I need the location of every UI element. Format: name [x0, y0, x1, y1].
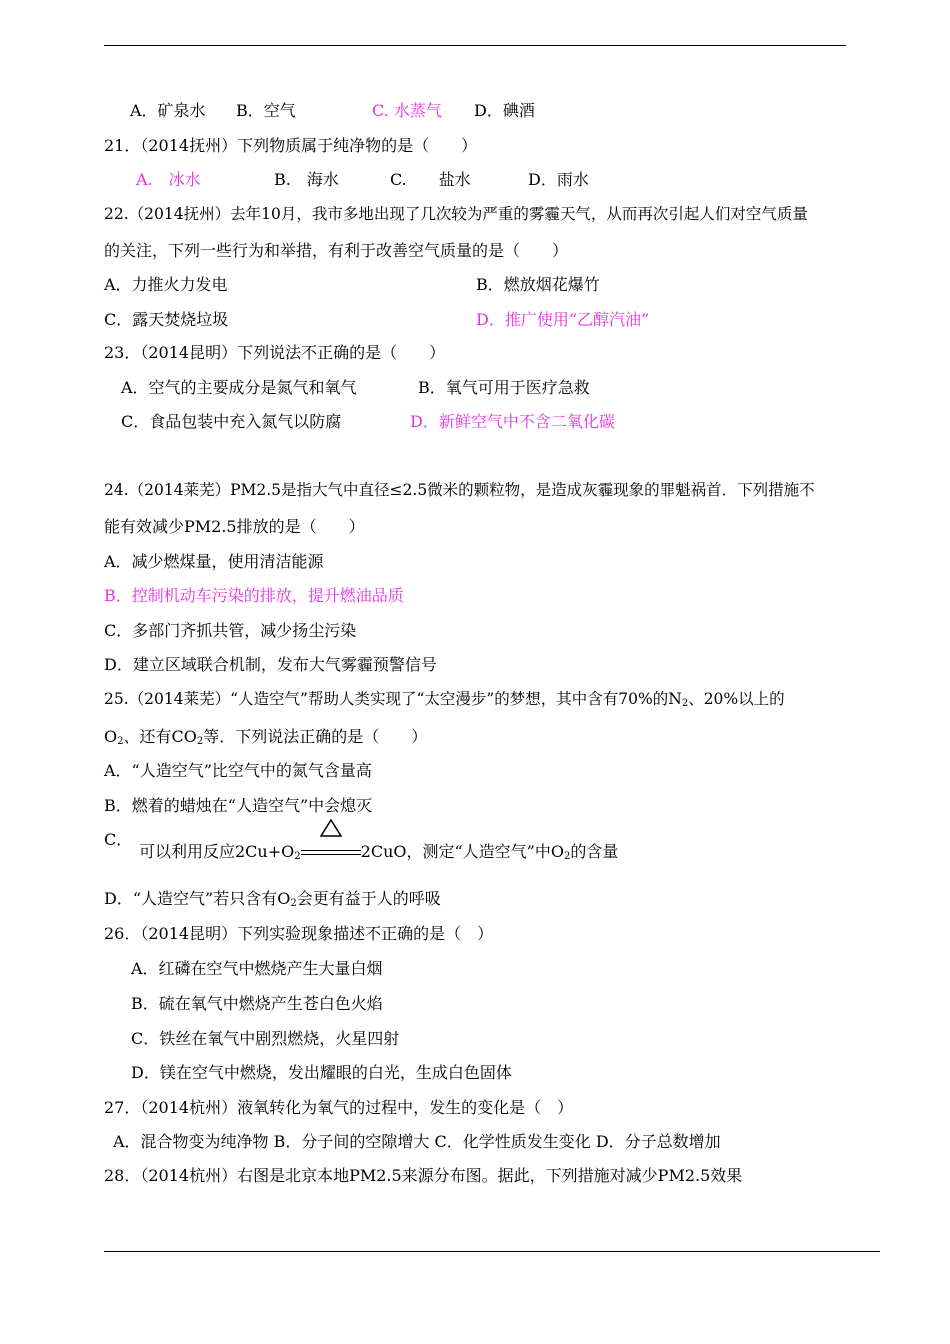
- footer-rule: [104, 1251, 880, 1252]
- q23-option-c: C．食品包装中充入氮气以防腐: [121, 412, 342, 431]
- q24-option-c: C．多部门齐抓共管，减少扬尘污染: [104, 621, 357, 640]
- q22-option-c: C．露天焚烧垃圾: [104, 310, 229, 329]
- q25-option-d: D．“人造空气”若只含有$O_2$会更有益于人的呼吸: [104, 889, 441, 909]
- q25-option-c-label: C．: [104, 830, 133, 849]
- q24-stem-line1: 24.（2014莱芜）PM2.5是指大气中直径≤2.5微米的颗粒物，是造成灰霾现象的罪魁祸首．下列措施不: [104, 481, 815, 499]
- q23-option-d-answer: D．新鲜空气中不含二氧化碳: [410, 412, 615, 431]
- q24-option-b-answer: B．控制机动车污染的排放，提升燃油品质: [104, 586, 404, 605]
- heat-triangle-icon: [320, 819, 342, 837]
- q21-option-d: D．雨水: [528, 170, 589, 189]
- q27-options: A．混合物变为纯净物 B．分子间的空隙增大 C．化学性质发生变化 D．分子总数增加: [113, 1132, 721, 1151]
- q22-option-a: A．力推火力发电: [104, 275, 228, 294]
- q28-stem: 28．（2014杭州）右图是北京本地PM2.5来源分布图。据此，下列措施对减少PM2.5效果: [104, 1166, 743, 1185]
- q26-option-a: A．红磷在空气中燃烧产生大量白烟: [131, 959, 383, 978]
- q24-option-a: A．减少燃煤量，使用清洁能源: [104, 552, 324, 571]
- q26-stem: 26．（2014昆明）下列实验现象描述不正确的是（ ）: [104, 924, 494, 943]
- q21-option-c: C. 盐水: [390, 170, 471, 189]
- q22-option-d-answer: D．推广使用“乙醇汽油”: [476, 310, 650, 329]
- q25-stem-line2: $O_2$、还有$CO_2$等．下列说法正确的是（ ）: [104, 727, 428, 747]
- q22-option-b: B．燃放烟花爆竹: [476, 275, 600, 294]
- q21-option-b: B. 海水: [274, 170, 339, 189]
- q21-stem: 21．（2014抚州）下列物质属于纯净物的是（ ）: [104, 136, 478, 155]
- q26-option-c: C．铁丝在氧气中剧烈燃烧，火星四射: [131, 1029, 400, 1048]
- q23-option-a: A．空气的主要成分是氮气和氧气: [121, 378, 357, 397]
- q25-option-b: B．燃着的蜡烛在“人造空气”中会熄灭: [104, 796, 373, 815]
- q20-option-c-answer: C. 水蒸气: [372, 101, 442, 120]
- q24-option-d: D．建立区域联合机制，发布大气雾霾预警信号: [104, 655, 437, 674]
- q27-stem: 27．（2014杭州）液氧转化为氧气的过程中，发生的变化是（ ）: [104, 1098, 574, 1117]
- q26-option-b: B．硫在氧气中燃烧产生苍白色火焰: [131, 994, 383, 1013]
- reaction-heat-equals-sign: [301, 843, 361, 863]
- q26-option-d: D．镁在空气中燃烧，发出耀眼的白光，生成白色固体: [131, 1063, 512, 1082]
- q20-option-d: D．碘酒: [474, 101, 535, 120]
- q22-stem-line2: 的关注，下列一些行为和举措，有利于改善空气质量的是（ ）: [104, 241, 569, 260]
- q23-stem: 23．（2014昆明）下列说法不正确的是（ ）: [104, 343, 446, 362]
- q25-stem-line1: 25.（2014莱芜）“人造空气”帮助人类实现了“太空漫步”的梦想，其中含有70%的$N_2$、20%以上的: [104, 690, 785, 709]
- header-rule: [104, 45, 846, 46]
- q25-option-c-text: 可以利用反应$2Cu+O_2$ 2CuO，测定“人造空气”中$O_2$的含量: [139, 842, 618, 863]
- q20-option-a: A．矿泉水: [130, 101, 206, 120]
- q20-option-b: B．空气: [236, 101, 296, 120]
- q25-option-a: A．“人造空气”比空气中的氮气含量高: [104, 761, 372, 780]
- q22-stem-line1: 22.（2014抚州）去年10月，我市多地出现了几次较为严重的雾霾天气，从而再次引起人们对空气质量: [104, 205, 808, 223]
- q21-option-a-answer: A. 冰水: [136, 170, 201, 189]
- q23-option-b: B．氧气可用于医疗急救: [418, 378, 590, 397]
- q24-stem-line2: 能有效减少PM2.5排放的是（ ）: [104, 517, 365, 536]
